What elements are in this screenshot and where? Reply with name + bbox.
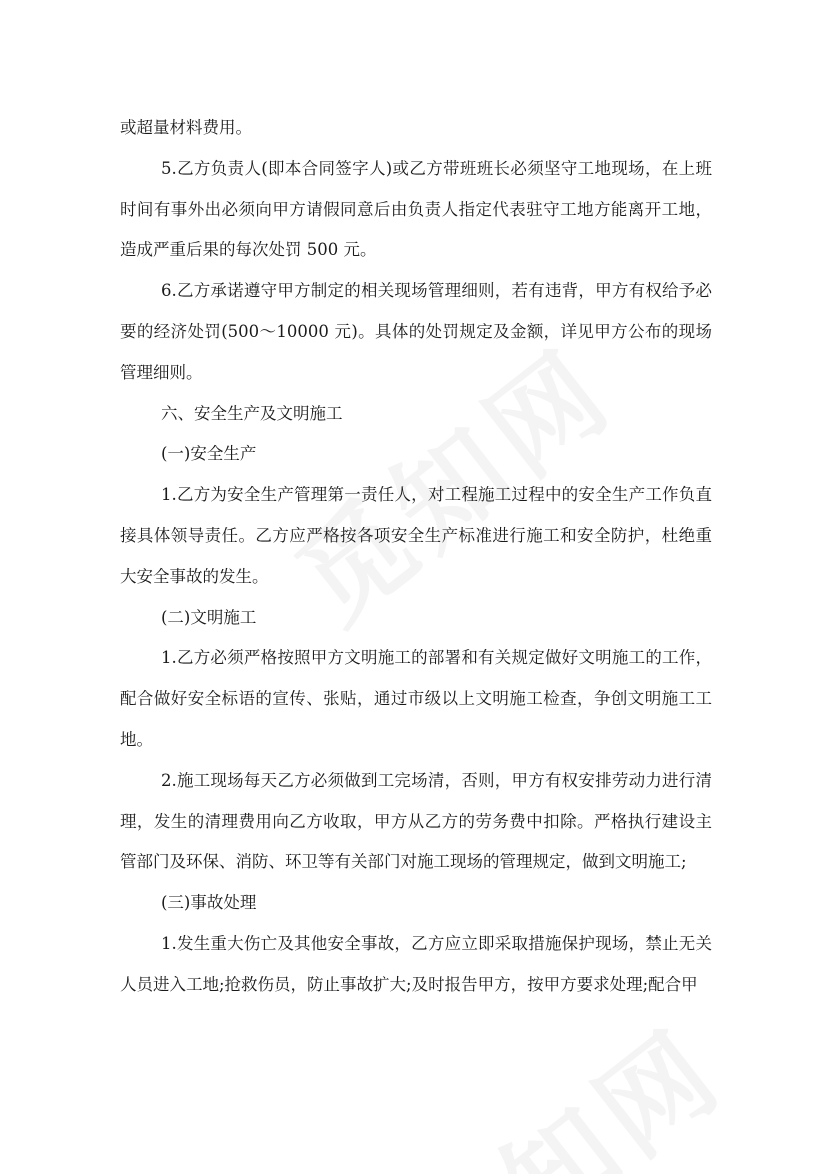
subheading-civilized-construction: (二)文明施工 [161,607,257,627]
paragraph-accident-1: 1.发生重大伤亡及其他安全事故，乙方应立即采取措施保护现场，禁止无关人员进入工地;抢救伤员，防止事故扩大;及时报告甲方，按甲方要求处理;配合甲 [120,933,712,994]
document-body [120,108,712,1006]
paragraph-safety-1: 1.乙方为安全生产管理第一责任人，对工程施工过程中的安全生产工作负直接具体领导责任。乙方应严格按各项安全生产标准进行施工和安全防护，杜绝重大安全事故的发生。 [120,485,712,586]
paragraph-civilized-1: 1.乙方必须严格按照甲方文明施工的部署和有关规定做好文明施工的工作，配合做好安全标语的宣传、张贴，通过市级以上文明施工检查，争创文明施工工地。 [120,648,712,749]
watermark-logo-lower [370,986,751,1174]
subheading-accident-handling: (三)事故处理 [161,893,257,913]
paragraph-clause-5: 5.乙方负责人(即本合同签字人)或乙方带班班长必须坚守工地现场，在上班时间有事外出必须向甲方请假同意后由负责人指定代表驻守工地方能离开工地，造成严重后果的每次处罚 500 元。 [120,158,712,260]
paragraph-material-cost: 或超量材料费用。 [120,118,252,137]
section-heading-safety: 六、安全生产及文明施工 [161,403,343,423]
subheading-safety-production: (一)安全生产 [161,444,257,464]
paragraph-civilized-2: 2.施工现场每天乙方必须做到工完场清，否则，甲方有权安排劳动力进行清理，发生的清理费用向乙方收取，甲方从乙方的劳务费中扣除。严格执行建设主管部门及环保、消防、环卫等有关部门对施工现场的管理规定，做到文明施工; [120,770,712,872]
paragraph-clause-6: 6.乙方承诺遵守甲方制定的相关现场管理细则，若有违背，甲方有权给予必要的经济处罚(500～10000 元)。具体的处罚规定及金额，详见甲方公布的现场管理细则。 [120,281,712,382]
